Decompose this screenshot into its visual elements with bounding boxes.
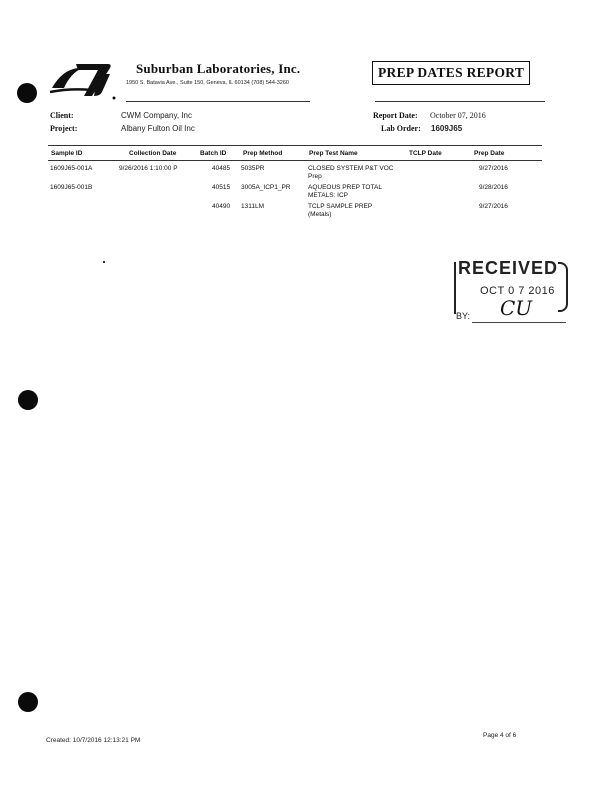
stamp-bracket-right [558, 262, 568, 312]
table-cell-prep-method: 1311LM [241, 203, 265, 210]
table-cell-batch-id: 40485 [212, 165, 231, 172]
col-tclp-date: TCLP Date [409, 150, 442, 157]
company-logo [48, 58, 118, 100]
table-cell-collection-date: 9/26/2016 1:10:00 P [119, 165, 178, 172]
stamp-signature: CU [500, 296, 533, 320]
scan-speck [103, 261, 105, 263]
header-divider-right [375, 101, 545, 102]
report-date-label: Report Date: [373, 111, 418, 120]
table-cell-prep-test-name-cont: METALS: ICP [308, 192, 348, 199]
table-cell-sample-id: 1609J65-001B [50, 184, 93, 191]
company-name: Suburban Laboratories, Inc. [136, 61, 301, 76]
lab-order-value: 1609J65 [431, 124, 463, 133]
received-stamp [448, 256, 576, 328]
stamp-date: OCT 0 7 2016 [480, 285, 555, 297]
table-cell-prep-test-name-cont: Prep [308, 173, 322, 180]
col-prep-method: Prep Method [243, 150, 283, 157]
stamp-signature-line [472, 322, 566, 323]
footer-created: Created: 10/7/2016 12:13:21 PM [46, 737, 141, 744]
report-date-value: October 07, 2016 [430, 111, 486, 120]
lab-order-label: Lab Order: [381, 124, 421, 133]
table-cell-prep-test-name: AQUEOUS PREP TOTAL [308, 184, 382, 191]
report-title: PREP DATES REPORT [372, 61, 530, 85]
table-cell-sample-id: 1609J65-001A [50, 165, 93, 172]
stamp-received-word: RECEIVED [458, 258, 559, 278]
col-batch-id: Batch ID [200, 150, 227, 157]
punch-hole-bottom [18, 692, 38, 712]
project-label: Project: [50, 124, 78, 133]
client-label: Client: [50, 111, 74, 120]
col-prep-date: Prep Date [474, 150, 505, 157]
table-cell-prep-test-name: CLOSED SYSTEM P&T VOC [308, 165, 394, 172]
punch-hole-top [17, 83, 37, 103]
stamp-by-label: BY: [456, 311, 471, 321]
punch-hole-middle [18, 390, 38, 410]
header-divider [126, 101, 310, 102]
table-cell-prep-date: 9/28/2016 [479, 184, 508, 191]
table-top-rule [48, 145, 542, 146]
col-sample-id: Sample ID [51, 150, 83, 157]
table-cell-batch-id: 40490 [212, 203, 231, 210]
col-prep-test-name: Prep Test Name [309, 150, 358, 157]
table-cell-batch-id: 40515 [212, 184, 231, 191]
footer-page-number: Page 4 of 6 [483, 732, 517, 739]
table-cell-prep-method: 5035PR [241, 165, 265, 172]
table-cell-prep-date: 9/27/2016 [479, 203, 508, 210]
table-header-rule [48, 160, 542, 161]
table-cell-prep-test-name-cont: (Metals) [308, 211, 332, 218]
table-cell-prep-test-name: TCLP SAMPLE PREP [308, 203, 373, 210]
col-collection-date: Collection Date [129, 150, 177, 157]
company-address: 1950 S. Batavia Ave., Suite 150, Geneva, IL 60134 (708) 544-3260 [126, 80, 289, 86]
table-cell-prep-method: 3005A_ICP1_PR [241, 184, 291, 191]
table-cell-prep-date: 9/27/2016 [479, 165, 508, 172]
project-value: Albany Fulton Oil Inc [121, 124, 195, 133]
client-value: CWM Company, Inc [121, 111, 192, 120]
